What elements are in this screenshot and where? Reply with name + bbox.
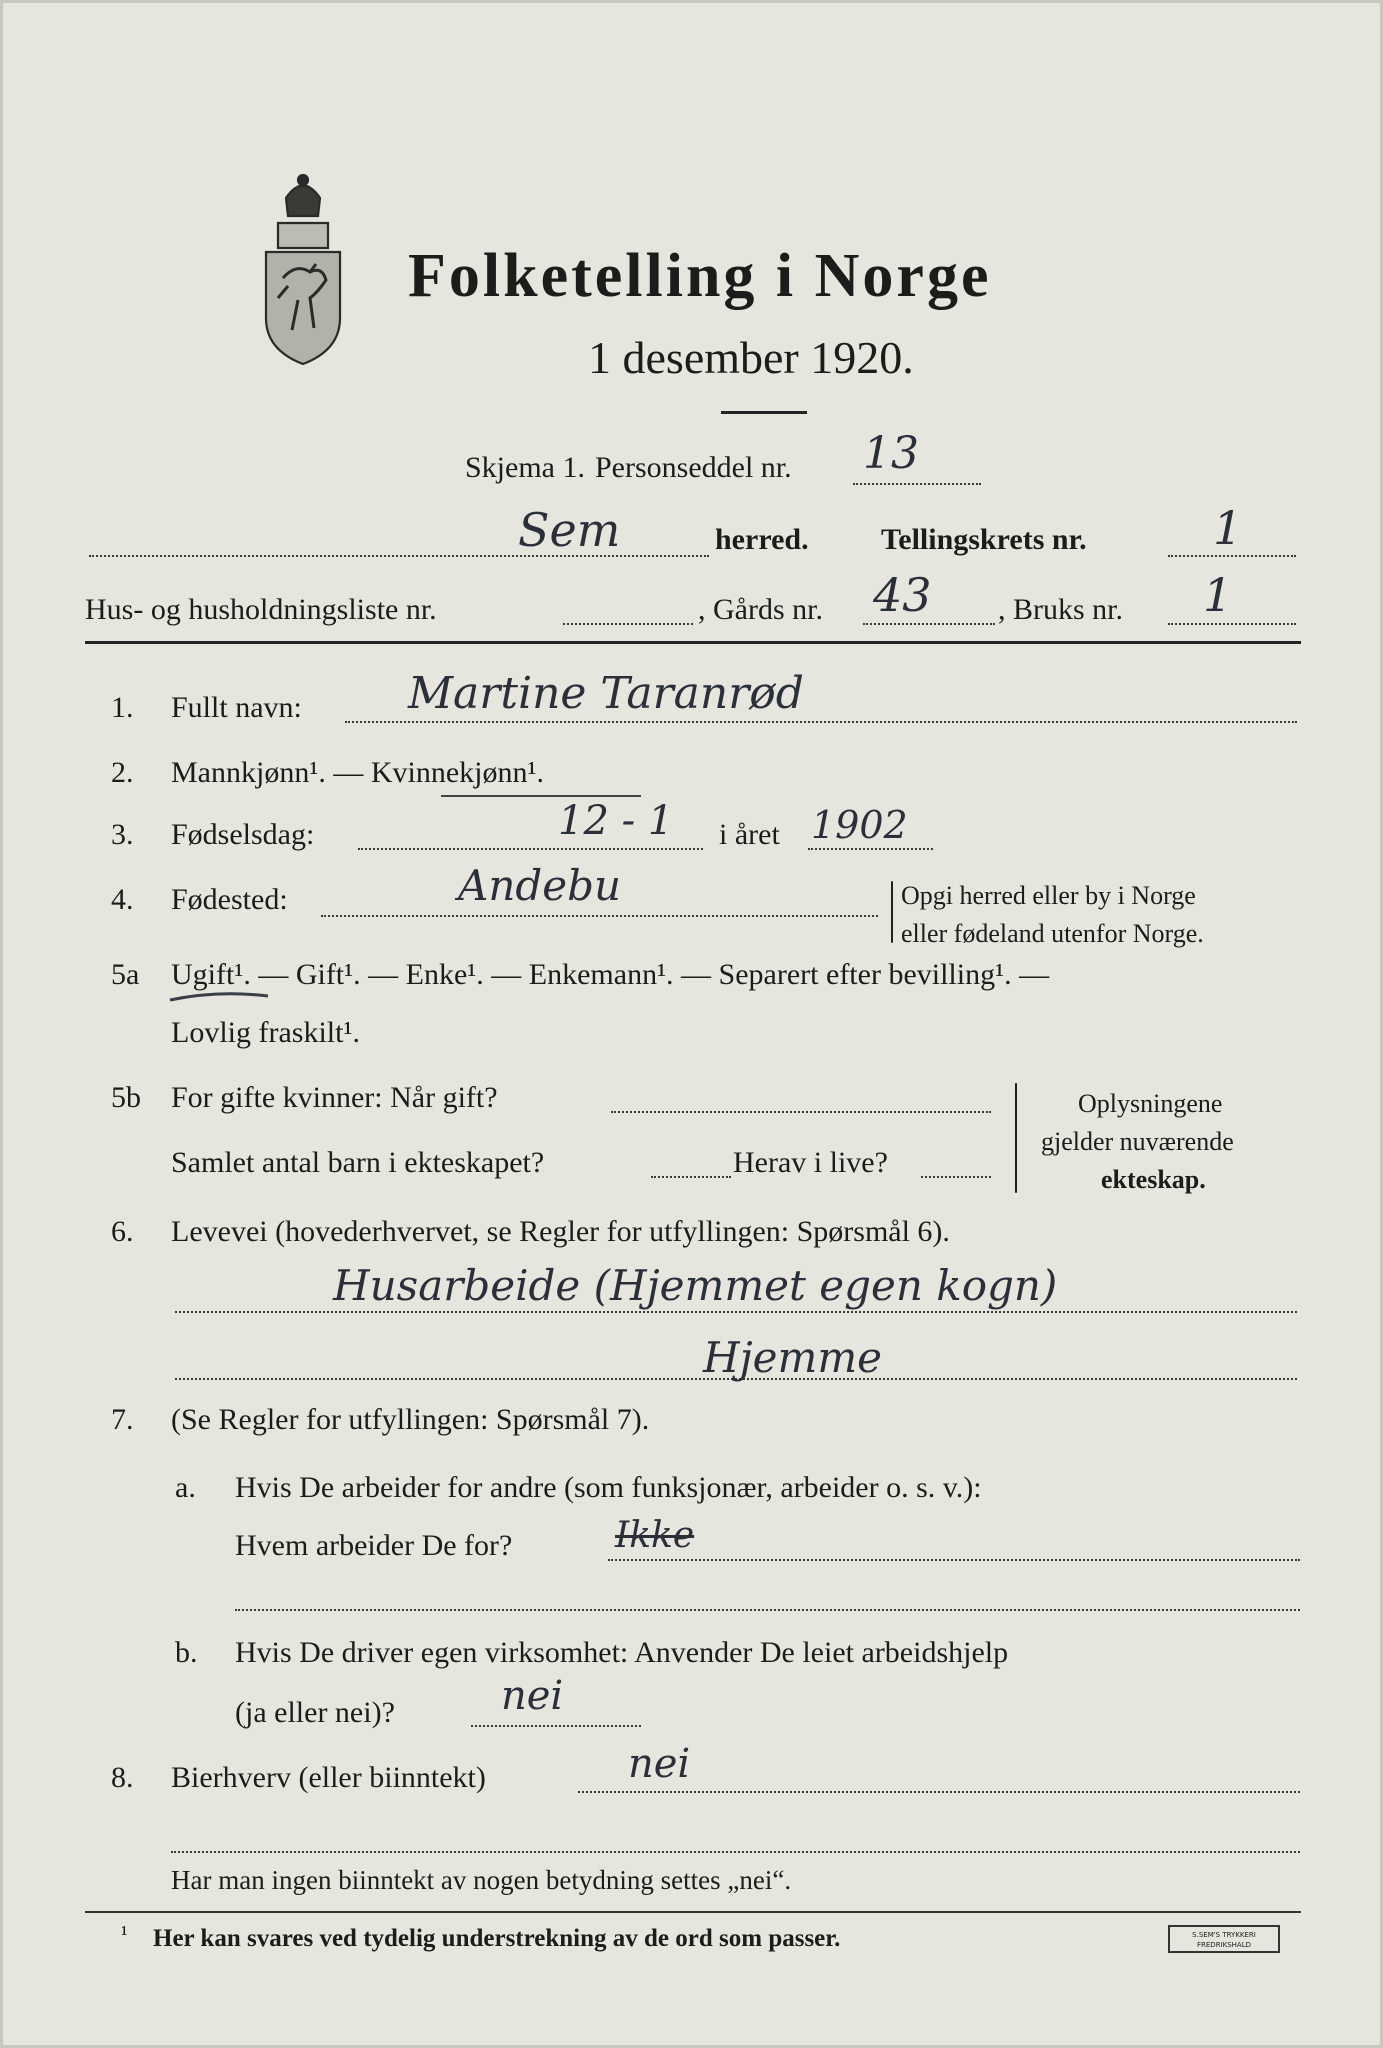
side-income-note: Har man ingen biinntekt av nogen betydning settes „nei“. — [171, 1865, 792, 1895]
marriage-note-bracket — [1015, 1083, 1017, 1193]
q5a-number: 5a — [111, 958, 140, 991]
hired-help-value: nei — [501, 1673, 564, 1719]
hus-label: Hus- og husholdningsliste nr. — [85, 593, 437, 626]
birthday-value: 12 - 1 — [558, 798, 674, 844]
bruks-field[interactable] — [1168, 623, 1296, 625]
gards-label: , Gårds nr. — [698, 593, 823, 626]
q7a-line1: Hvis De arbeider for andre (som funksjonær, arbeider o. s. v.): — [235, 1471, 982, 1504]
marital-status-options-line2: Lovlig fraskilt¹. — [171, 1016, 360, 1049]
gards-value: 43 — [873, 568, 932, 622]
occupation-field-1[interactable] — [175, 1311, 1297, 1313]
birthplace-value: Andebu — [458, 861, 622, 910]
birthplace-note-line1: Opgi herred eller by i Norge — [901, 881, 1196, 910]
birthplace-note-line2: eller fødeland utenfor Norge. — [901, 919, 1204, 948]
married-when-field[interactable] — [611, 1111, 991, 1113]
marriage-note-line2: gjelder nuværende — [1041, 1127, 1234, 1156]
q7b-line2: (ja eller nei)? — [235, 1696, 395, 1729]
q7b-letter: b. — [175, 1636, 198, 1669]
personseddel-value: 13 — [863, 428, 919, 479]
schema-label: Skjema 1. — [465, 451, 585, 484]
full-name-field[interactable] — [345, 721, 1297, 723]
year-label: i året — [719, 818, 780, 851]
form-date: 1 desember 1920. — [588, 332, 914, 383]
year-value: 1902 — [811, 803, 908, 847]
marriage-note-line3: ekteskap. — [1101, 1165, 1206, 1194]
full-name-value: Martine Taranrød — [408, 668, 804, 719]
children-alive-field[interactable] — [921, 1176, 991, 1178]
married-when-label: For gifte kvinner: Når gift? — [171, 1081, 498, 1114]
marital-status-options: Ugift¹. — Gift¹. — Enke¹. — Enkemann¹. — Separert efter bevilling¹. — — [171, 958, 1050, 991]
side-income-field-2[interactable] — [171, 1851, 1300, 1853]
q6-number: 6. — [111, 1215, 134, 1248]
marriage-note-line1: Oplysningene — [1078, 1089, 1223, 1118]
personseddel-label: Personseddel nr. — [595, 451, 792, 484]
bruks-value: 1 — [1203, 568, 1233, 622]
coat-of-arms-icon — [248, 168, 358, 368]
employer-field-2[interactable] — [235, 1609, 1300, 1611]
hus-field[interactable] — [563, 623, 693, 625]
ugift-underline — [168, 988, 273, 1008]
gender-options: Mannkjønn¹. — Kvinnekjønn¹. — [171, 756, 544, 789]
children-alive-label: Herav i live? — [733, 1146, 888, 1179]
children-count-label: Samlet antal barn i ekteskapet? — [171, 1146, 545, 1179]
tellingskrets-field[interactable] — [1168, 555, 1296, 557]
q1-number: 1. — [111, 691, 134, 724]
hired-help-field[interactable] — [471, 1725, 641, 1727]
q4-number: 4. — [111, 883, 134, 916]
q8-number: 8. — [111, 1761, 134, 1794]
q3-number: 3. — [111, 818, 134, 851]
herred-label: herred. — [715, 523, 809, 556]
herred-value: Sem — [518, 503, 621, 557]
footnote-mark: ¹ — [121, 1921, 128, 1946]
footnote-divider — [85, 1911, 1301, 1913]
footnote-text: Her kan svares ved tydelig understrekning av de ord som passer. — [153, 1925, 841, 1952]
side-income-label: Bierhverv (eller biinntekt) — [171, 1761, 486, 1794]
employer-value: Ikke — [615, 1515, 695, 1556]
q3-label: Fødselsdag: — [171, 818, 315, 851]
q2-number: 2. — [111, 756, 134, 789]
q7a-line2: Hvem arbeider De for? — [235, 1529, 513, 1562]
bruks-label: , Bruks nr. — [998, 593, 1124, 626]
birthplace-field[interactable] — [321, 915, 878, 917]
side-income-field[interactable] — [578, 1791, 1300, 1793]
q5b-number: 5b — [111, 1081, 141, 1114]
gender-underline — [441, 795, 641, 797]
q1-label: Fullt navn: — [171, 691, 302, 724]
section-divider — [85, 641, 1301, 644]
occupation-value-2: Hjemme — [703, 1333, 883, 1382]
gards-field[interactable] — [863, 623, 995, 625]
tellingskrets-value: 1 — [1213, 501, 1243, 555]
side-income-value: nei — [628, 1741, 691, 1787]
form-title: Folketelling i Norge — [408, 242, 992, 310]
q7b-line1: Hvis De driver egen virksomhet: Anvender De leiet arbeidshjelp — [235, 1636, 1009, 1669]
printer-stamp — [1168, 1925, 1280, 1953]
birthday-field[interactable] — [358, 848, 703, 850]
q7a-letter: a. — [175, 1471, 196, 1504]
tellingskrets-label: Tellingskrets nr. — [881, 523, 1087, 556]
q4-label: Fødested: — [171, 883, 288, 916]
personseddel-field[interactable] — [853, 483, 981, 485]
birthplace-note-bracket — [891, 881, 893, 943]
q7-number: 7. — [111, 1403, 134, 1436]
year-field[interactable] — [808, 848, 933, 850]
children-count-field[interactable] — [651, 1176, 731, 1178]
printer-stamp-text: S.SEM'S TRYKKERI FREDRIKSHALD — [1192, 1931, 1256, 1949]
occupation-label: Levevei (hovederhvervet, se Regler for utfyllingen: Spørsmål 6). — [171, 1215, 950, 1248]
employer-field[interactable] — [608, 1559, 1300, 1561]
occupation-value-1: Husarbeide (Hjemmet egen kogn) — [333, 1261, 1058, 1310]
title-divider — [721, 411, 807, 414]
q7-label: (Se Regler for utfyllingen: Spørsmål 7). — [171, 1403, 650, 1436]
